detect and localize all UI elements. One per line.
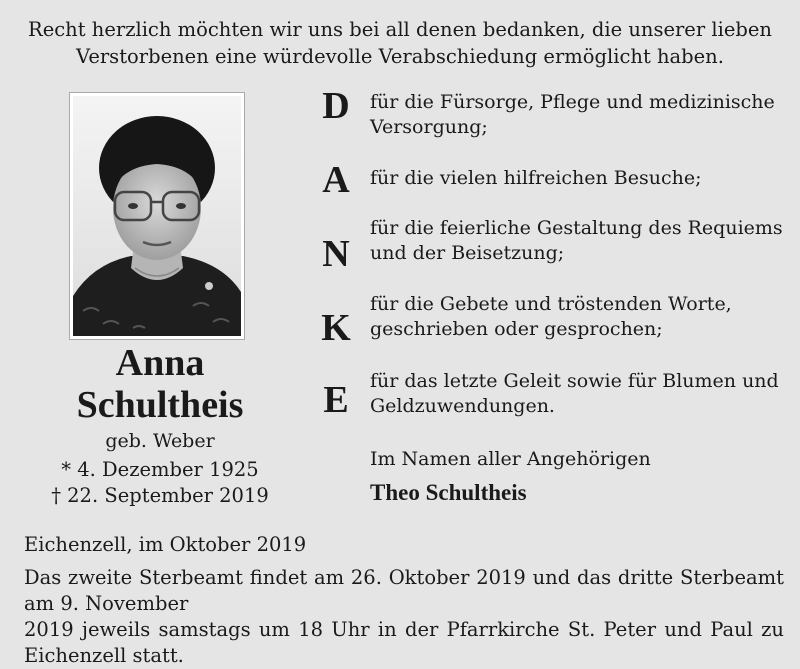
deceased-last-name: Schultheis [76, 384, 244, 426]
signature-name: Theo Schultheis [370, 480, 527, 505]
thanks-item-1 [370, 90, 790, 140]
thanks-item-1-line-1: für die Fürsorge, Pflege und medizinische [370, 91, 775, 113]
death-date: † 22. September 2019 [51, 484, 269, 507]
thanks-item-5-line-2: Geldzuwendungen. [370, 395, 555, 417]
memorial-mass-notice [24, 565, 784, 669]
thanks-item-2 [370, 166, 790, 191]
danke-letter-k: K [321, 307, 351, 349]
thanks-item-5-line-1: für das letzte Geleit sowie für Blumen und [370, 370, 779, 392]
thanks-item-3-line-1: für die feierliche Gestaltung des Requiems [370, 217, 783, 239]
intro-text [0, 16, 800, 70]
portrait-photo [70, 93, 244, 339]
birth-date: * 4. Dezember 1925 [61, 458, 259, 481]
portrait-image [73, 96, 241, 336]
danke-letter-e: E [323, 379, 349, 421]
thanks-item-2-line-1: für die vielen hilfreichen Besuche; [370, 167, 702, 189]
intro-line-1: Recht herzlich möchten wir uns bei all denen bedanken, die unserer lieben [28, 18, 772, 41]
thanks-item-5 [370, 369, 790, 419]
danke-letter-d: D [322, 85, 350, 127]
place-and-date: Eichenzell, im Oktober 2019 [24, 533, 307, 556]
thanks-item-4-line-1: für die Gebete und tröstenden Worte, [370, 293, 732, 315]
thanks-item-4-line-2: geschrieben oder gesprochen; [370, 318, 663, 340]
danke-letter-a: A [322, 159, 350, 201]
thanks-item-4 [370, 292, 790, 342]
birth-name: geb. Weber [105, 430, 215, 452]
danke-letter-n: N [322, 233, 350, 275]
signature-text: Im Namen aller Angehörigen [370, 448, 651, 470]
intro-line-2: Verstorbenen eine würdevolle Verabschiedung ermöglicht haben. [76, 45, 724, 68]
thanks-item-3-line-2: und der Beisetzung; [370, 242, 565, 264]
notice-line-2: 2019 jeweils samstags um 18 Uhr in der Pfarrkirche St. Peter und Paul zu Eichenzell statt. [24, 618, 784, 667]
thanks-item-3 [370, 216, 790, 266]
notice-line-1: Das zweite Sterbeamt findet am 26. Oktober 2019 und das dritte Sterbeamt am 9. November [24, 566, 784, 615]
deceased-first-name: Anna [115, 342, 205, 384]
thanks-item-1-line-2: Versorgung; [370, 116, 488, 138]
